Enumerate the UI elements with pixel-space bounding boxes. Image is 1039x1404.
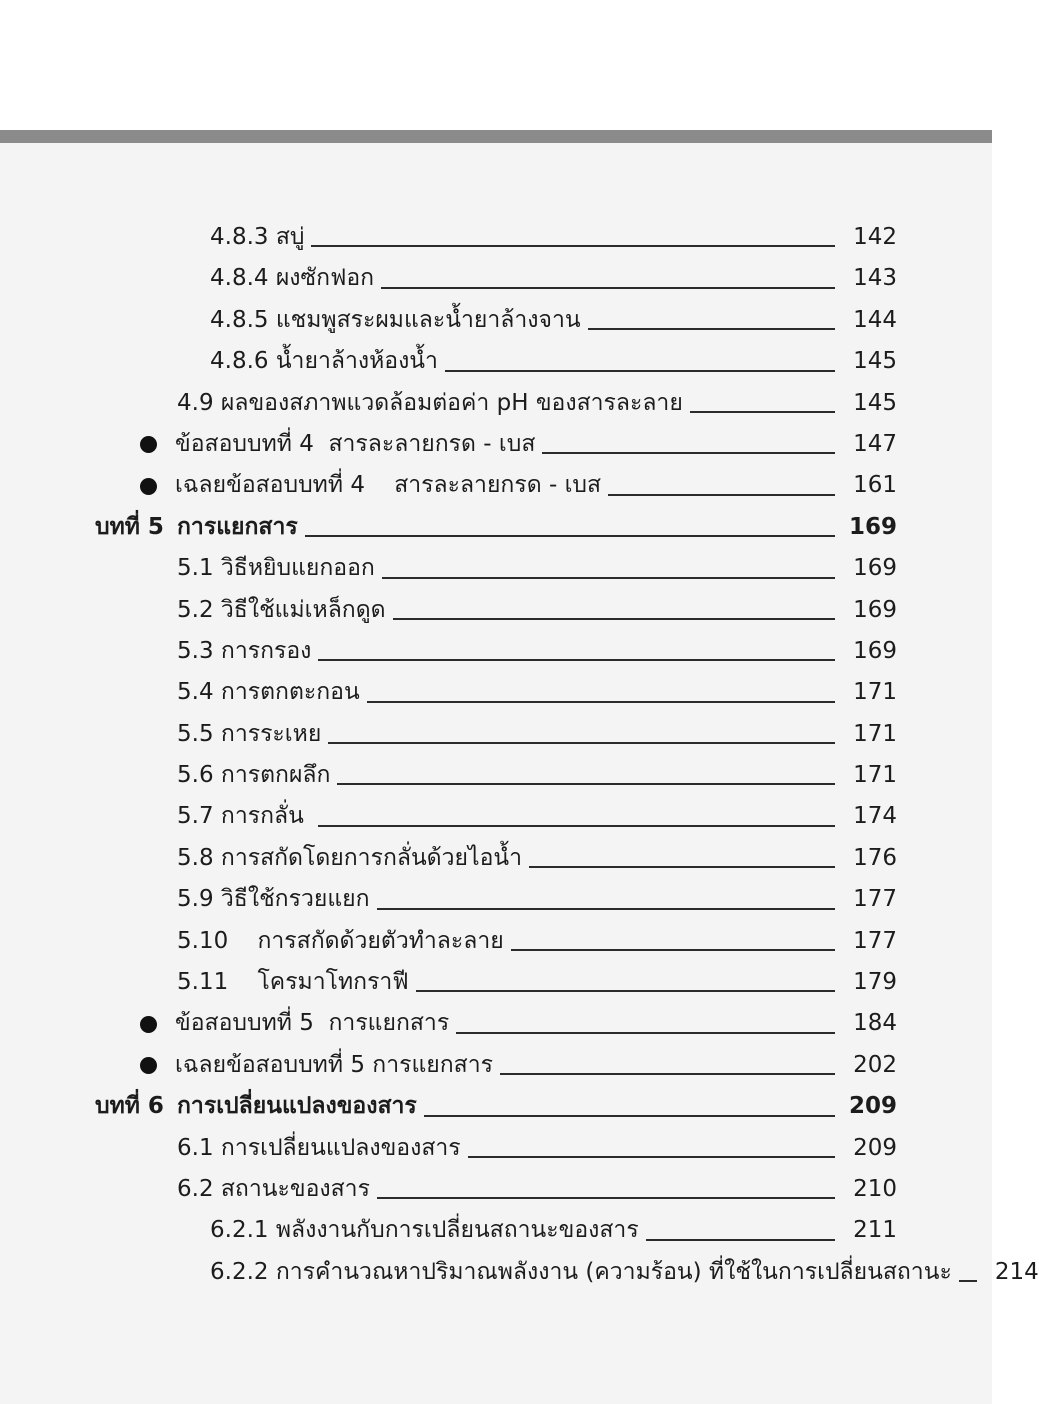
toc-row [0,1128,992,1169]
toc-entry-label: 5.5 การระเหย [177,720,322,747]
toc-page-number: 169 [853,555,897,582]
toc-row [0,465,992,506]
toc-row [0,341,992,382]
bullet-icon [140,478,157,495]
toc-page-number: 144 [853,306,897,333]
toc-row [0,217,992,258]
top-margin [0,0,992,130]
toc-row [0,1086,992,1127]
leader-line [318,825,835,827]
leader-line [511,949,835,951]
leader-line [416,990,835,992]
leader-line [393,618,835,620]
bullet-icon [140,436,157,453]
toc-row [0,838,992,879]
toc-page-number: 210 [853,1175,897,1202]
toc-row [0,548,992,589]
toc-entry-label: เฉลยข้อสอบบทที่ 5 การแยกสาร [175,1051,493,1078]
toc-page-number: 145 [853,348,897,375]
toc-entry-label: 4.8.3 สบู่ [210,224,305,250]
toc-entry-label: 5.11 โครมาโทกราฟี [177,969,409,996]
toc-entry-label: 5.2 วิธีใช้แม่เหล็กดูด [177,596,386,623]
leader-line [959,1280,977,1282]
toc-row [0,590,992,631]
toc-row [0,1045,992,1086]
leader-line [542,452,835,454]
toc-row [0,258,992,299]
leader-line [305,535,835,537]
toc-page-number: 169 [853,637,897,664]
toc-entry-label: 5.10 การสกัดด้วยตัวทำละลาย [177,927,504,954]
divider-bar [0,130,992,143]
toc-row [0,755,992,796]
toc-row [0,507,992,548]
toc-page-number: 143 [853,265,897,292]
toc-entry-label: ข้อสอบบทที่ 4 สารละลายกรด - เบส [175,430,536,457]
toc-entry-label: 6.2.1 พลังงานกับการเปลี่ยนสถานะของสาร [210,1217,639,1244]
toc-entry-label: 6.2 สถานะของสาร [177,1175,370,1202]
leader-line [529,866,835,868]
leader-line [381,287,835,289]
toc-entry-label: 6.2.2 การคำนวณหาปริมาณพลังงาน (ความร้อน) ที่ใช้ในการเปลี่ยนสถานะ [210,1258,952,1285]
toc-page-number: 202 [853,1051,897,1078]
toc-entry-label: 5.4 การตกตะกอน [177,679,360,706]
toc-row [0,424,992,465]
toc-page-number: 177 [853,927,897,954]
toc-page-number: 169 [853,596,897,623]
toc-row [0,672,992,713]
toc-entry-label: 5.7 การกลั่น [177,803,312,830]
toc-page-number: 209 [853,1134,897,1161]
leader-line [311,245,835,247]
toc-row [0,714,992,755]
toc-entry-label: 4.9 ผลของสภาพแวดล้อมต่อค่า pH ของสารละลาย [177,389,683,416]
leader-line [608,494,835,496]
leader-line [690,411,835,413]
toc-row [0,879,992,920]
toc-entry-label: เฉลยข้อสอบบทที่ 4 สารละลายกรด - เบส [175,472,602,499]
toc-page-number: 171 [853,762,897,789]
toc-page-number: 174 [853,803,897,830]
bullet-icon [140,1057,157,1074]
leader-line [337,783,835,785]
leader-line [468,1156,835,1158]
toc-page-number: 171 [853,679,897,706]
toc-entry-label: 5.3 การกรอง [177,637,312,664]
toc-row [0,962,992,1003]
toc-page-number: 169 [848,513,897,540]
leader-line [445,370,835,372]
leader-line [377,908,835,910]
toc-entry-label: 4.8.6 น้ำยาล้างห้องน้ำ [210,348,438,375]
leader-line [377,1197,835,1199]
toc-entry-label: 4.8.5 แชมพูสระผมและน้ำยาล้างจาน [210,306,581,333]
toc-entry-label: 5.6 การตกผลึก [177,762,331,789]
leader-line [500,1073,835,1075]
toc-page-number: 209 [848,1093,897,1120]
toc-page-number: 147 [853,430,897,457]
toc-page-number: 161 [853,472,897,499]
toc-page-number: 171 [853,720,897,747]
bullet-icon [140,1016,157,1033]
toc-page-number: 177 [853,886,897,913]
leader-line [588,328,835,330]
toc-entry-label: การเปลี่ยนแปลงของสาร [177,1093,417,1120]
toc-page-number: 184 [853,1010,897,1037]
toc-entry-label: 5.8 การสกัดโดยการกลั่นด้วยไอน้ำ [177,844,523,871]
toc-row [0,1210,992,1251]
toc-entry-label: ข้อสอบบทที่ 5 การแยกสาร [175,1010,450,1037]
toc-entry-label: 4.8.4 ผงซักฟอก [210,265,375,292]
toc-row [0,1003,992,1044]
toc-row [0,1252,1039,1293]
toc-row [0,631,992,672]
toc-page-number: 214 [994,1258,1039,1285]
toc-row [0,1169,992,1210]
toc-entry-label: 6.1 การเปลี่ยนแปลงของสาร [177,1134,461,1161]
leader-line [318,659,835,661]
toc-row [0,796,992,837]
leader-line [328,742,835,744]
toc-page-number: 176 [853,844,897,871]
toc-page-number: 179 [853,969,897,996]
toc-page-number: 142 [853,224,897,250]
toc-page-number: 145 [853,389,897,416]
leader-line [382,577,835,579]
toc-entry-label: การแยกสาร [177,513,298,540]
leader-line [646,1239,835,1241]
chapter-number: บทที่ 6 [95,1093,164,1120]
toc-row [0,383,992,424]
toc-row [0,300,992,341]
leader-line [367,701,835,703]
toc-entry-label: 5.1 วิธีหยิบแยกออก [177,555,375,582]
toc-page-number: 211 [853,1217,897,1244]
toc-row [0,921,992,962]
table-of-contents [0,143,1039,1404]
chapter-number: บทที่ 5 [95,513,164,540]
leader-line [424,1115,835,1117]
leader-line [456,1032,835,1034]
toc-entry-label: 5.9 วิธีใช้กรวยแยก [177,886,370,913]
